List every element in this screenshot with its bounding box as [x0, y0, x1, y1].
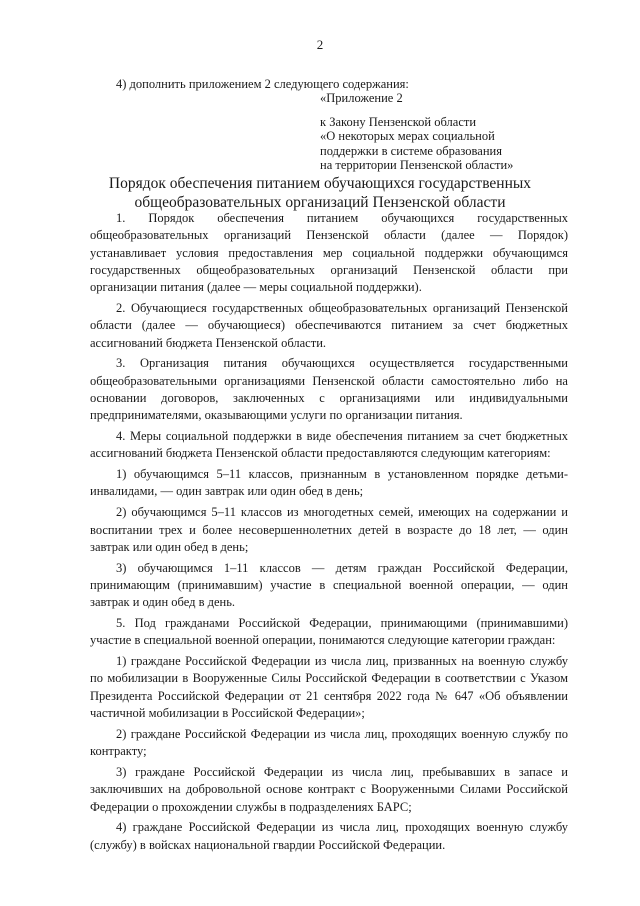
appendix-line: «О некоторых мерах социальной [320, 129, 495, 143]
page-number: 2 [316, 37, 324, 52]
paragraph-5-item-3: 3) граждане Российской Федерации из числа лиц, пребывавших в запасе и заключивших на добровольной основе контракт с Вооруженными Силами Российской Федерации о прохождении службы в подразделениях БАРС; [90, 764, 568, 814]
paragraph-1: 1. Порядок обеспечения питанием обучающихся государственных общеобразовательных организаций Пензенской области (далее — Порядок) устанавливает условия предоставления мер социальной поддержки обучающимся государственных общеобразовательных организаций Пензенской области при организации питания (далее — меры социальной поддержки). [90, 211, 568, 295]
paragraph-4: 4. Меры социальной поддержки в виде обеспечения питанием за счет бюджетных ассигнований бюджета Пензенской области предоставляются следующим категориям: [90, 429, 568, 461]
title-line-1: Порядок обеспечения питанием обучающихся государственных [108, 175, 532, 192]
appendix-line: к Закону Пензенской области [320, 114, 477, 129]
title-line-2: общеобразовательных организаций Пензенской области [134, 194, 506, 211]
paragraph-5-item-2: 2) граждане Российской Федерации из числа лиц, проходящих военную службу по контракту; [90, 726, 568, 759]
appendix-line: поддержки в системе образования [320, 143, 502, 158]
appendix-line: на территории Пензенской области» [320, 158, 514, 172]
paragraph-5: 5. Под гражданами Российской Федерации, принимающими (принимавшими) участие в специальной военной операции, понимаются следующие категории граждан: [90, 616, 568, 648]
appendix-heading: «Приложение 2 [320, 91, 403, 105]
paragraph-4-item-1: 1) обучающимся 5–11 классов, признанным в установленном порядке детьми-инвалидами, — один завтрак или один обед в день; [90, 467, 568, 499]
paragraph-2: 2. Обучающиеся государственных общеобразовательных организаций Пензенской области (далее — обучающиеся) обеспечиваются питанием за счет бюджетных ассигнований бюджета Пензенской области. [90, 300, 568, 350]
document-body [90, 210, 568, 857]
appendix-header [320, 91, 513, 173]
paragraph-4-item-3: 3) обучающимся 1–11 классов — детям граждан Российской Федерации, принимающим (принимавшим) участие в специальной военной операции, — один завтрак и один обед в день. [90, 560, 568, 610]
amendment-intro: 4) дополнить приложением 2 следующего содержания: [116, 77, 409, 91]
paragraph-5-item-1: 1) граждане Российской Федерации из числа лиц, призванных на военную службу по мобилизации в Вооруженные Силы Российской Федерации в соответствии с Указом Президента Российской Федерации от 21 сентября 2022 года № 647 «Об объявлении частичной мобилизации в Российской Федерации»; [90, 654, 568, 721]
document-title [0, 174, 640, 212]
paragraph-4-item-2: 2) обучающимся 5–11 классов из многодетных семей, имеющих на содержании и воспитании трех и более несовершеннолетних детей в возрасте до 18 лет, — один завтрак или один обед в день; [90, 505, 568, 554]
paragraph-3: 3. Организация питания обучающихся осуществляется государственными общеобразовательными организациями Пензенской области самостоятельно либо на основании договоров, заключенных с организациями или индивидуальными предпринимателями, оказывающими услуги по организации питания. [90, 356, 568, 423]
paragraph-5-item-4: 4) граждане Российской Федерации из числа лиц, проходящих военную службу (службу) в войсках национальной гвардии Российской Федерации. [90, 820, 568, 852]
